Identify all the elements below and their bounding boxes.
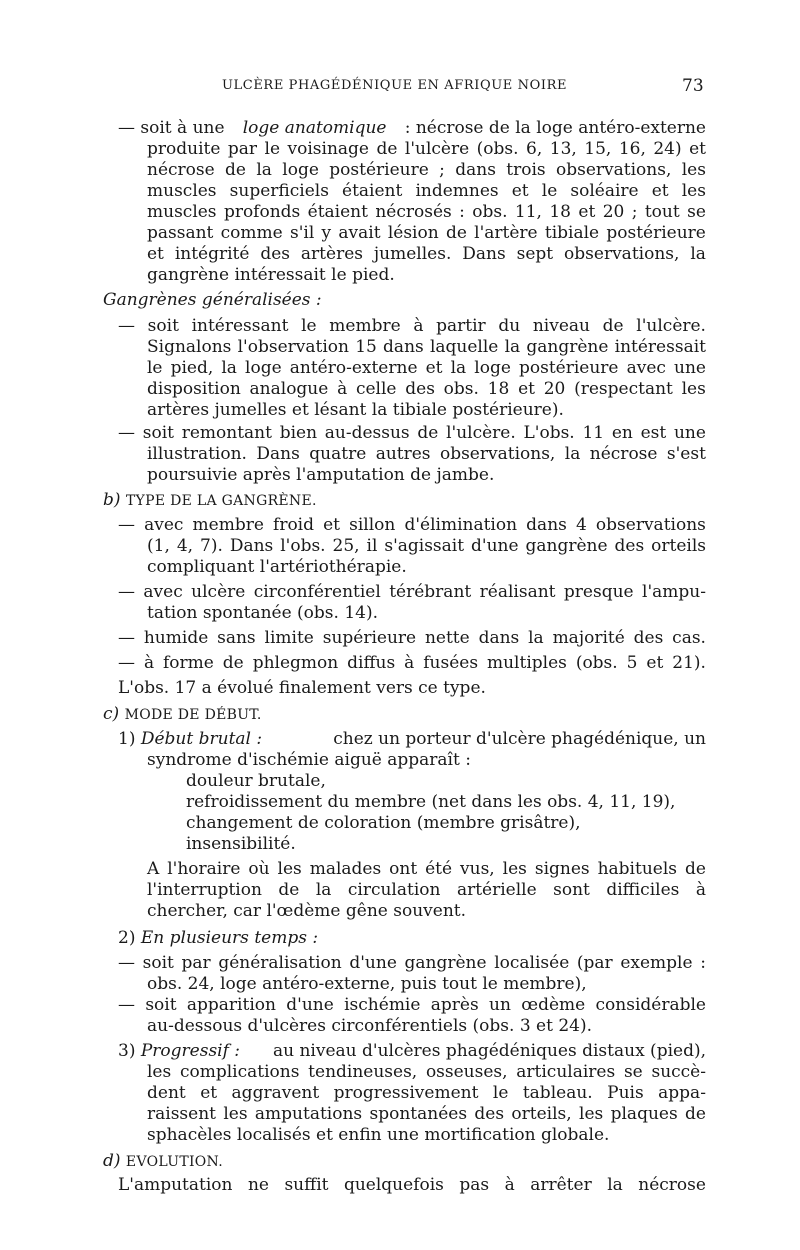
text-line: — soit à une loge anatomique : nécrose de la loge antéro-externe: [118, 118, 706, 138]
text-line: et intégrité des artères jumelles. Dans sept observations, la: [147, 244, 706, 264]
text-line: tation spontanée (obs. 14).: [147, 603, 379, 623]
text-line: syndrome d'ischémie aiguë apparaît :: [147, 750, 471, 770]
text-line: le pied, la loge antéro-externe et la loge postérieure avec une: [147, 358, 706, 378]
list-item: — soit remontant bien au-dessus de l'ulcère. L'obs. 11 en est une: [118, 423, 706, 443]
text-line: L'obs. 17 a évolué finalement vers ce type.: [118, 678, 486, 698]
text-line: obs. 24, loge antéro-externe, puis tout le membre),: [147, 974, 587, 994]
symptom-line: changement de coloration (membre grisâtre),: [186, 813, 581, 833]
symptom-line: insensibilité.: [186, 834, 296, 854]
text-line: illustration. Dans quatre autres observations, la nécrose s'est: [147, 444, 706, 464]
text-line: produite par le voisinage de l'ulcère (obs. 6, 13, 15, 16, 24) et: [147, 139, 706, 159]
section-heading: b) TYPE DE LA GANGRÈNE.: [103, 490, 317, 510]
numbered-item: 3) Progressif : au niveau d'ulcères phagédéniques distaux (pied),: [118, 1041, 706, 1061]
running-title: ULCÈRE PHAGÉDÉNIQUE EN AFRIQUE NOIRE: [222, 78, 568, 93]
section-heading: Gangrènes généralisées :: [103, 290, 322, 310]
text-line: les complications tendineuses, osseuses, articulaires se succè-: [147, 1062, 706, 1082]
text-line: artères jumelles et lésant la tibiale postérieure).: [147, 400, 564, 420]
text-line: poursuivie après l'amputation de jambe.: [147, 465, 495, 485]
text-line: (1, 4, 7). Dans l'obs. 25, il s'agissait d'une gangrène des orteils: [147, 536, 706, 556]
text-line: passant comme s'il y avait lésion de l'artère tibiale postérieure: [147, 223, 706, 243]
text-line: l'interruption de la circulation artérielle sont difficiles à: [147, 880, 706, 900]
page-header: [0, 76, 800, 100]
list-item: — à forme de phlegmon diffus à fusées multiples (obs. 5 et 21).: [118, 653, 706, 673]
list-item: — avec ulcère circonférentiel térébrant réalisant presque l'ampu-: [118, 582, 706, 602]
text-line: nécrose de la loge postérieure ; dans trois observations, les: [147, 160, 706, 180]
text-line: sphacèles localisés et enfin une mortification globale.: [147, 1125, 610, 1145]
symptom-line: refroidissement du membre (net dans les obs. 4, 11, 19),: [186, 792, 676, 812]
list-item: — soit apparition d'une ischémie après un œdème considérable: [118, 995, 706, 1015]
text-line: disposition analogue à celle des obs. 18 et 20 (respectant les: [147, 379, 706, 399]
list-item: — avec membre froid et sillon d'élimination dans 4 observations: [118, 515, 706, 535]
list-item: — soit par généralisation d'une gangrène localisée (par exemple :: [118, 953, 706, 973]
text-line: A l'horaire où les malades ont été vus, les signes habituels de: [147, 859, 706, 879]
list-item: — soit intéressant le membre à partir du niveau de l'ulcère.: [118, 316, 706, 336]
symptom-line: douleur brutale,: [186, 771, 326, 791]
numbered-item: 1) Début brutal : chez un porteur d'ulcère phagédénique, un: [118, 729, 706, 749]
page-number: 73: [682, 76, 704, 96]
numbered-item: 2) En plusieurs temps :: [118, 928, 319, 948]
text-line: compliquant l'artériothérapie.: [147, 557, 407, 577]
list-item: — humide sans limite supérieure nette dans la majorité des cas.: [118, 628, 706, 648]
section-heading: d) EVOLUTION.: [103, 1151, 223, 1171]
text-line: muscles profonds étaient nécrosés : obs. 11, 18 et 20 ; tout se: [147, 202, 706, 222]
text-line: au-dessous d'ulcères circonférentiels (obs. 3 et 24).: [147, 1016, 593, 1036]
text-line: chercher, car l'œdème gêne souvent.: [147, 901, 466, 921]
text-line: Signalons l'observation 15 dans laquelle la gangrène intéressait: [147, 337, 706, 357]
text-line: raissent les amputations spontanées des orteils, les plaques de: [147, 1104, 706, 1124]
text-line: dent et aggravent progressivement le tableau. Puis appa-: [147, 1083, 706, 1103]
text-line: gangrène intéressait le pied.: [147, 265, 395, 285]
section-heading: c) MODE DE DÉBUT.: [103, 704, 262, 724]
text-line: muscles superficiels étaient indemnes et le soléaire et les: [147, 181, 706, 201]
text-line: L'amputation ne suffit quelquefois pas à arrêter la nécrose: [118, 1175, 706, 1195]
